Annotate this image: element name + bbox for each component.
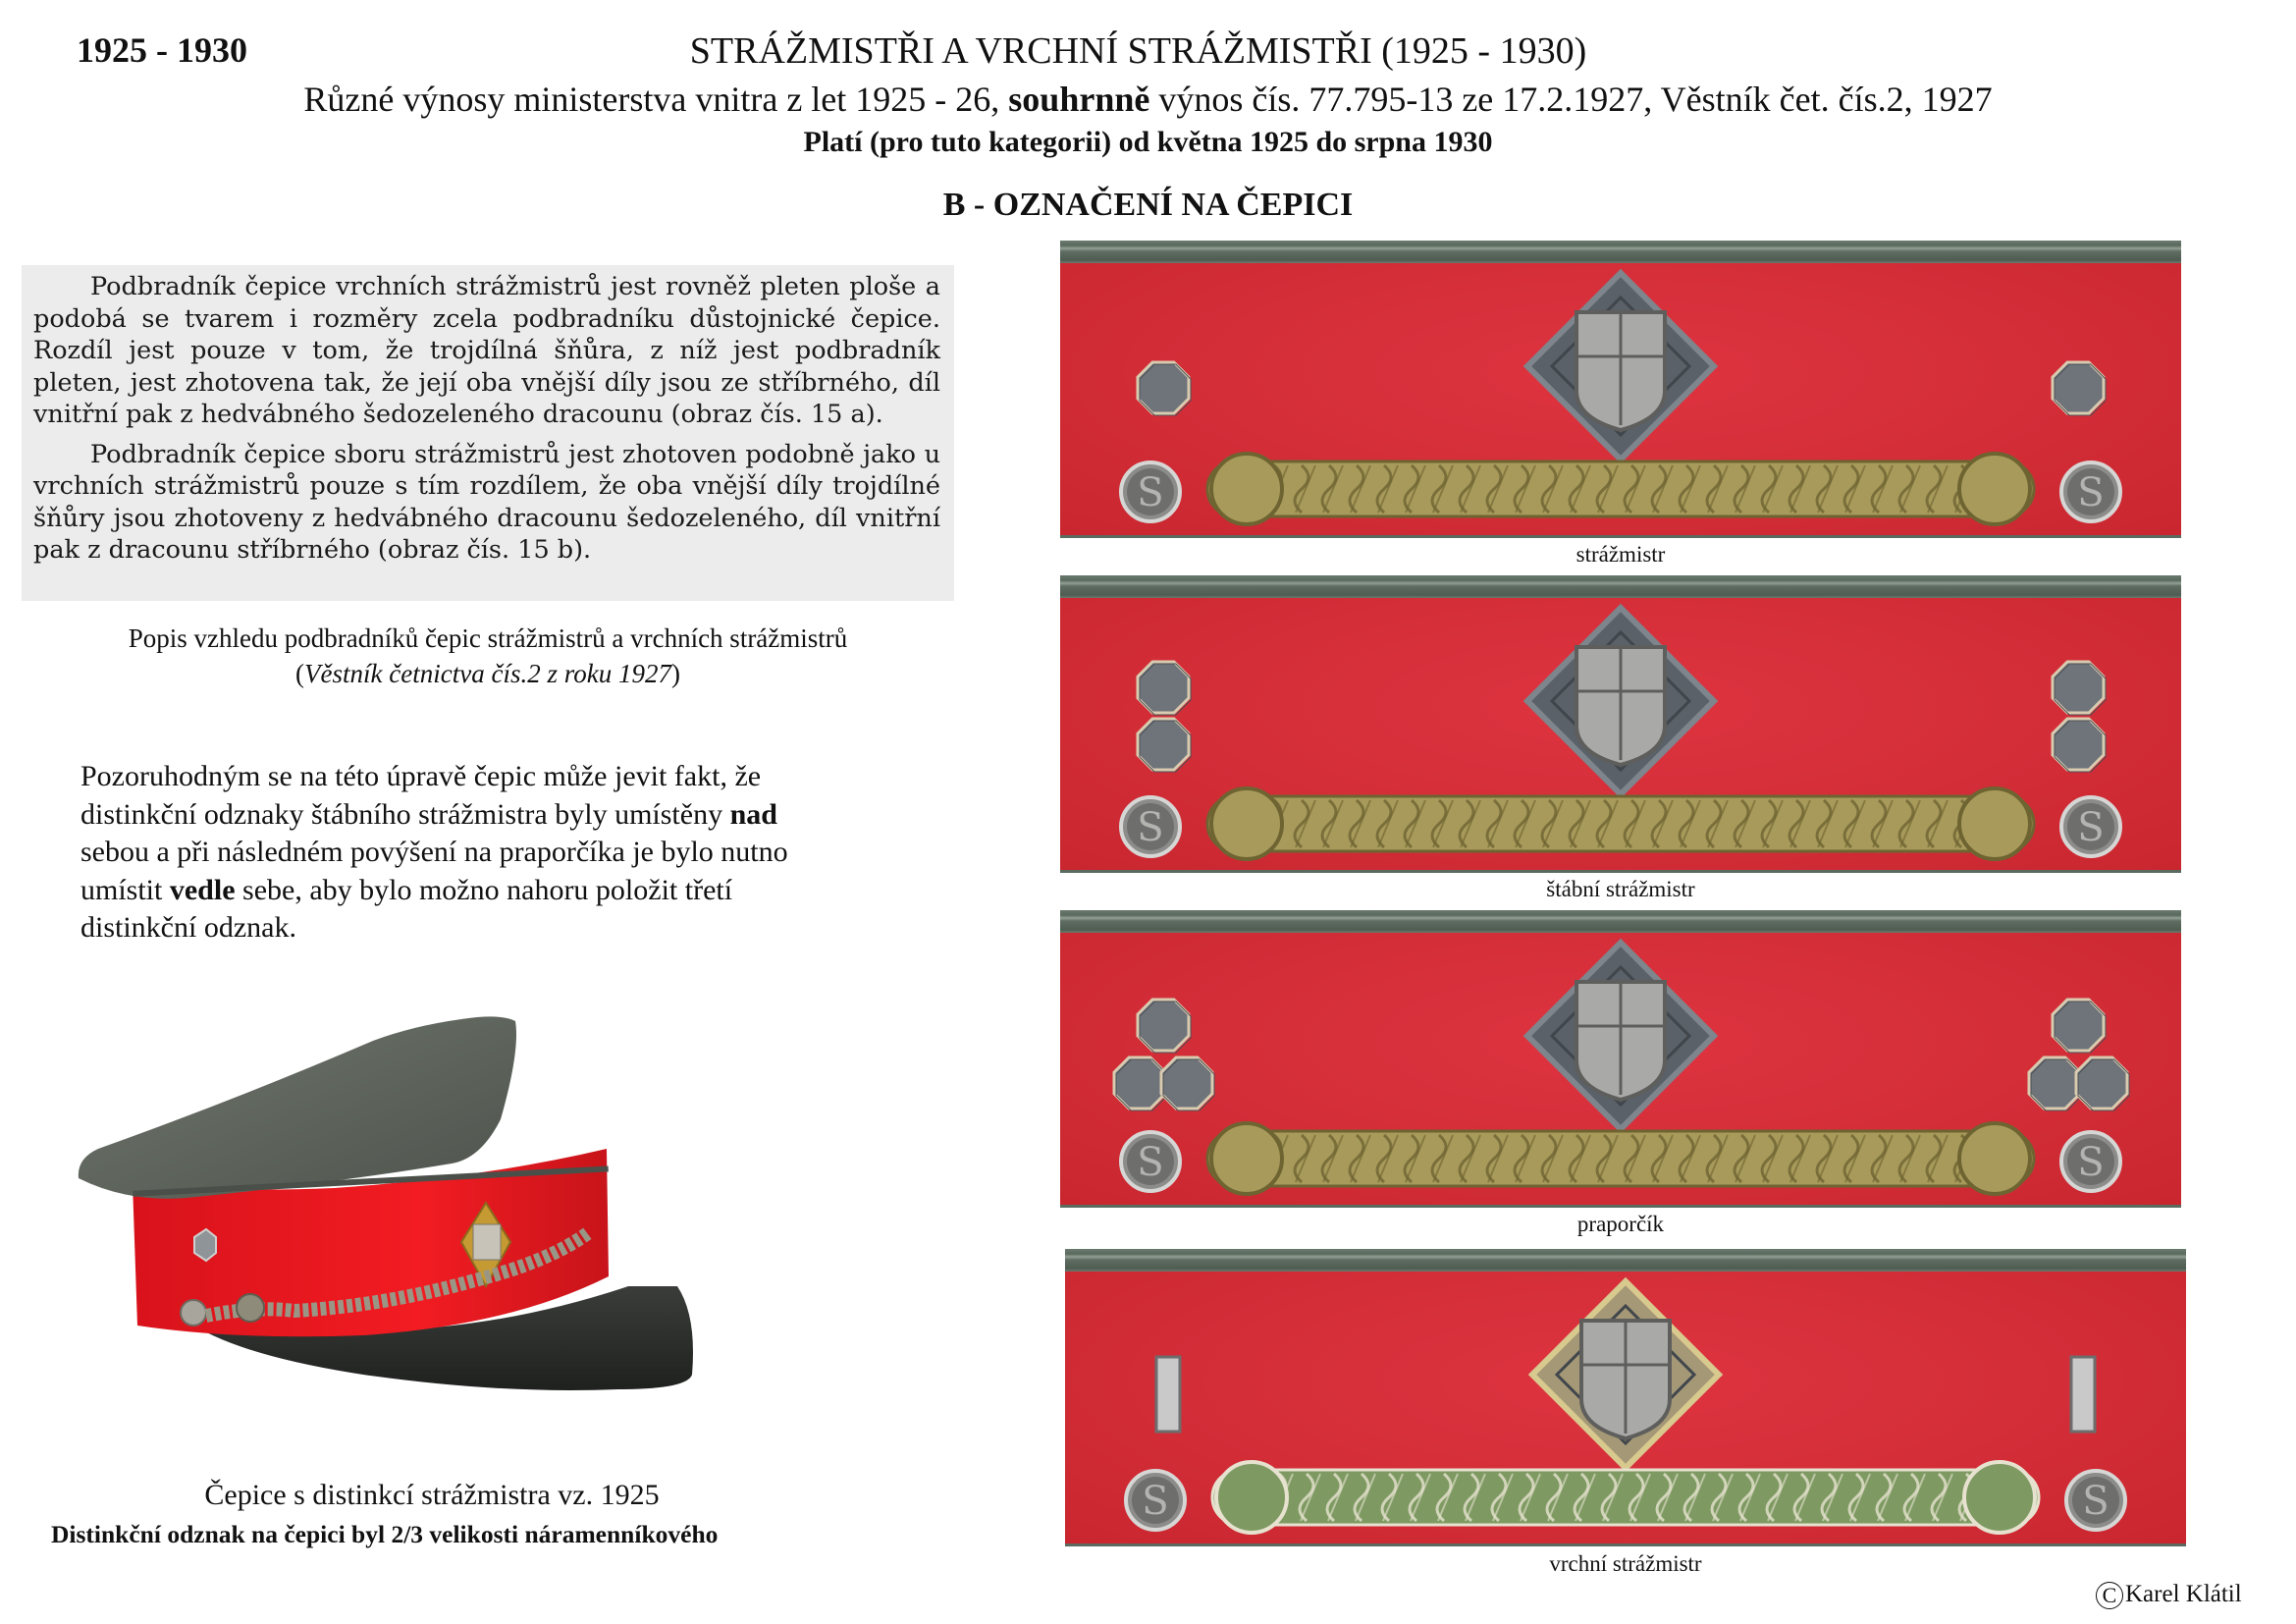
cap-button-icon (2061, 1132, 2120, 1191)
rank-star-icon (1138, 362, 1191, 415)
paren-open: ( (295, 659, 305, 688)
chin-cord (1207, 454, 2034, 524)
cord-knot (1211, 1123, 1282, 1194)
cap-band-4 (1065, 1249, 2186, 1546)
rank-star-icon (1138, 719, 1191, 772)
rank-star-icon (2053, 1000, 2106, 1053)
cap-rank-star (194, 1229, 216, 1261)
quote-source (22, 656, 954, 691)
cap-caption-note: Distinkční odznak na čepici byl 2/3 velikosti náramenníkového (51, 1520, 719, 1548)
rank-star-icon (2076, 1057, 2129, 1110)
quote-caption-line: Popis vzhledu podbradníků čepic strážmistrů a vrchních strážmistrů (128, 623, 848, 653)
svg-text:S: S (2082, 1479, 2109, 1524)
svg-text:S: S (2077, 470, 2105, 515)
cap-button-icon (1121, 797, 1180, 856)
copyright-author: Karel Klátil (2125, 1581, 2242, 1607)
band-label: praporčík (1576, 1212, 1665, 1236)
copyright (2096, 1581, 2242, 1609)
page-title-text: STRÁŽMISTŘI A VRCHNÍ STRÁŽMISTŘI (1925 - 1930) (689, 30, 1587, 72)
note-bold: nad (729, 797, 777, 831)
rank-star-icon (1138, 1000, 1191, 1053)
cap-button-icon (2061, 797, 2120, 856)
note-text: sebe, aby bylo možno nahoru položit třetí distinkční odznak. (80, 873, 733, 944)
cord-knot (1959, 454, 2030, 524)
rank-star-icon (1114, 1057, 1167, 1110)
subtitle-pre: Různé výnosy ministerstva vnitra z let 1925 - 26, (303, 80, 1009, 119)
subtitle-bold: souhrnně (1008, 80, 1150, 119)
quote-caption (22, 621, 954, 691)
cap-band-1 (1060, 241, 2181, 538)
svg-text:S: S (1137, 470, 1164, 515)
rank-star-icon (2053, 719, 2106, 772)
chin-cord (1212, 1462, 2039, 1533)
cord-knot (1964, 1462, 2035, 1533)
band-insignia (1065, 1249, 2186, 1546)
cap-button-icon (2061, 462, 2120, 521)
page-title (0, 29, 2296, 73)
state-emblem-badge (1527, 943, 1714, 1129)
quote-paragraph: Podbradník čepice sboru strážmistrů jest zhotoven podobně jako u vrchních strážmistrů pouze s tím rozdílem, že oba vnější díly trojdílné šňůry jsou zhotoveny z hedvábného dracounu šedozeleného, díl vnitřní pak z dracounu stříbrného (obraz čís. 15 b). (33, 439, 940, 565)
rank-star-icon (1138, 662, 1191, 715)
note-paragraph (80, 758, 807, 947)
cap-crown (79, 1016, 516, 1198)
subtitle-post: výnos čís. 77.795-13 ze 17.2.1927, Věstník čet. čís.2, 1927 (1149, 80, 1993, 119)
chin-cord (1207, 788, 2034, 859)
cap-button (181, 1300, 206, 1326)
band-label: štábní strážmistr (1546, 877, 1695, 901)
state-emblem-badge (1527, 608, 1714, 794)
cord-knot (1216, 1462, 1287, 1533)
rank-bar-icon (1156, 1357, 1180, 1432)
quote-source-title: Věstník četnictva čís.2 z roku 1927 (304, 659, 671, 688)
cap-caption: Čepice s distinkcí strážmistra vz. 1925 (204, 1479, 660, 1511)
note-text: Pozoruhodným se na této úpravě čepic může jevit fakt, že distinkční odznaky štábního strážmistra byly umístěny (80, 760, 762, 831)
rank-star-icon (2053, 362, 2106, 415)
cord-knot (1211, 788, 1282, 859)
cap-button-icon (1121, 1132, 1180, 1191)
cap-button-icon (1126, 1471, 1185, 1530)
rank-star-icon (2053, 662, 2106, 715)
rank-bar-icon (2071, 1357, 2095, 1432)
svg-text:S: S (1137, 1140, 1164, 1185)
band-insignia (1060, 910, 2181, 1208)
period-label: 1925 - 1930 (77, 30, 247, 70)
cap-button-icon (2066, 1471, 2125, 1530)
cap-photo (39, 1001, 736, 1424)
copyright-icon: C (2096, 1582, 2123, 1609)
quote-paragraph: Podbradník čepice vrchních strážmistrů jest rovněž pleten ploše a podobá se tvarem i rozměry zcela podbradníku důstojnické čepice. Rozdíl jest pouze v tom, že trojdílná šňůra, z níž jest podbradník pleten, jest zhotovena tak, že její oba vnější díly jsou ze stříbrného, díl vnitřní pak z hedvábného šedozeleného dracounu (obraz čís. 15 a). (33, 272, 940, 429)
chin-cord (1207, 1123, 2034, 1194)
band-insignia (1060, 575, 2181, 873)
svg-text:S: S (2077, 1140, 2105, 1185)
svg-text:S: S (1137, 805, 1164, 850)
validity-note: Platí (pro tuto kategorii) od května 1925 do srpna 1930 (803, 126, 1493, 158)
rank-star-icon (1161, 1057, 1214, 1110)
cap-band-3 (1060, 910, 2181, 1208)
cord-knot (1959, 788, 2030, 859)
svg-text:S: S (1142, 1479, 1169, 1524)
cord-knot (1211, 454, 1282, 524)
regulation-quote (22, 265, 954, 601)
band-label: vrchní strážmistr (1549, 1551, 1702, 1576)
note-bold: vedle (169, 873, 236, 906)
state-emblem-badge (1532, 1281, 1719, 1468)
paren-close: ) (670, 659, 680, 688)
cap-button-icon (1121, 462, 1180, 521)
band-label: strážmistr (1575, 542, 1666, 567)
cap-band-2 (1060, 575, 2181, 873)
page-subtitle (0, 79, 2296, 120)
rank-star-icon (2029, 1057, 2082, 1110)
section-heading: B - OZNAČENÍ NA ČEPICI (942, 187, 1354, 223)
cap-chinstrap-knot (237, 1294, 264, 1322)
svg-text:S: S (2077, 805, 2105, 850)
state-emblem-badge (1527, 273, 1714, 460)
note-text: sebou a při následném povýšení na praporčíka je bylo nutno umístit (80, 836, 788, 906)
band-insignia (1060, 241, 2181, 538)
cord-knot (1959, 1123, 2030, 1194)
